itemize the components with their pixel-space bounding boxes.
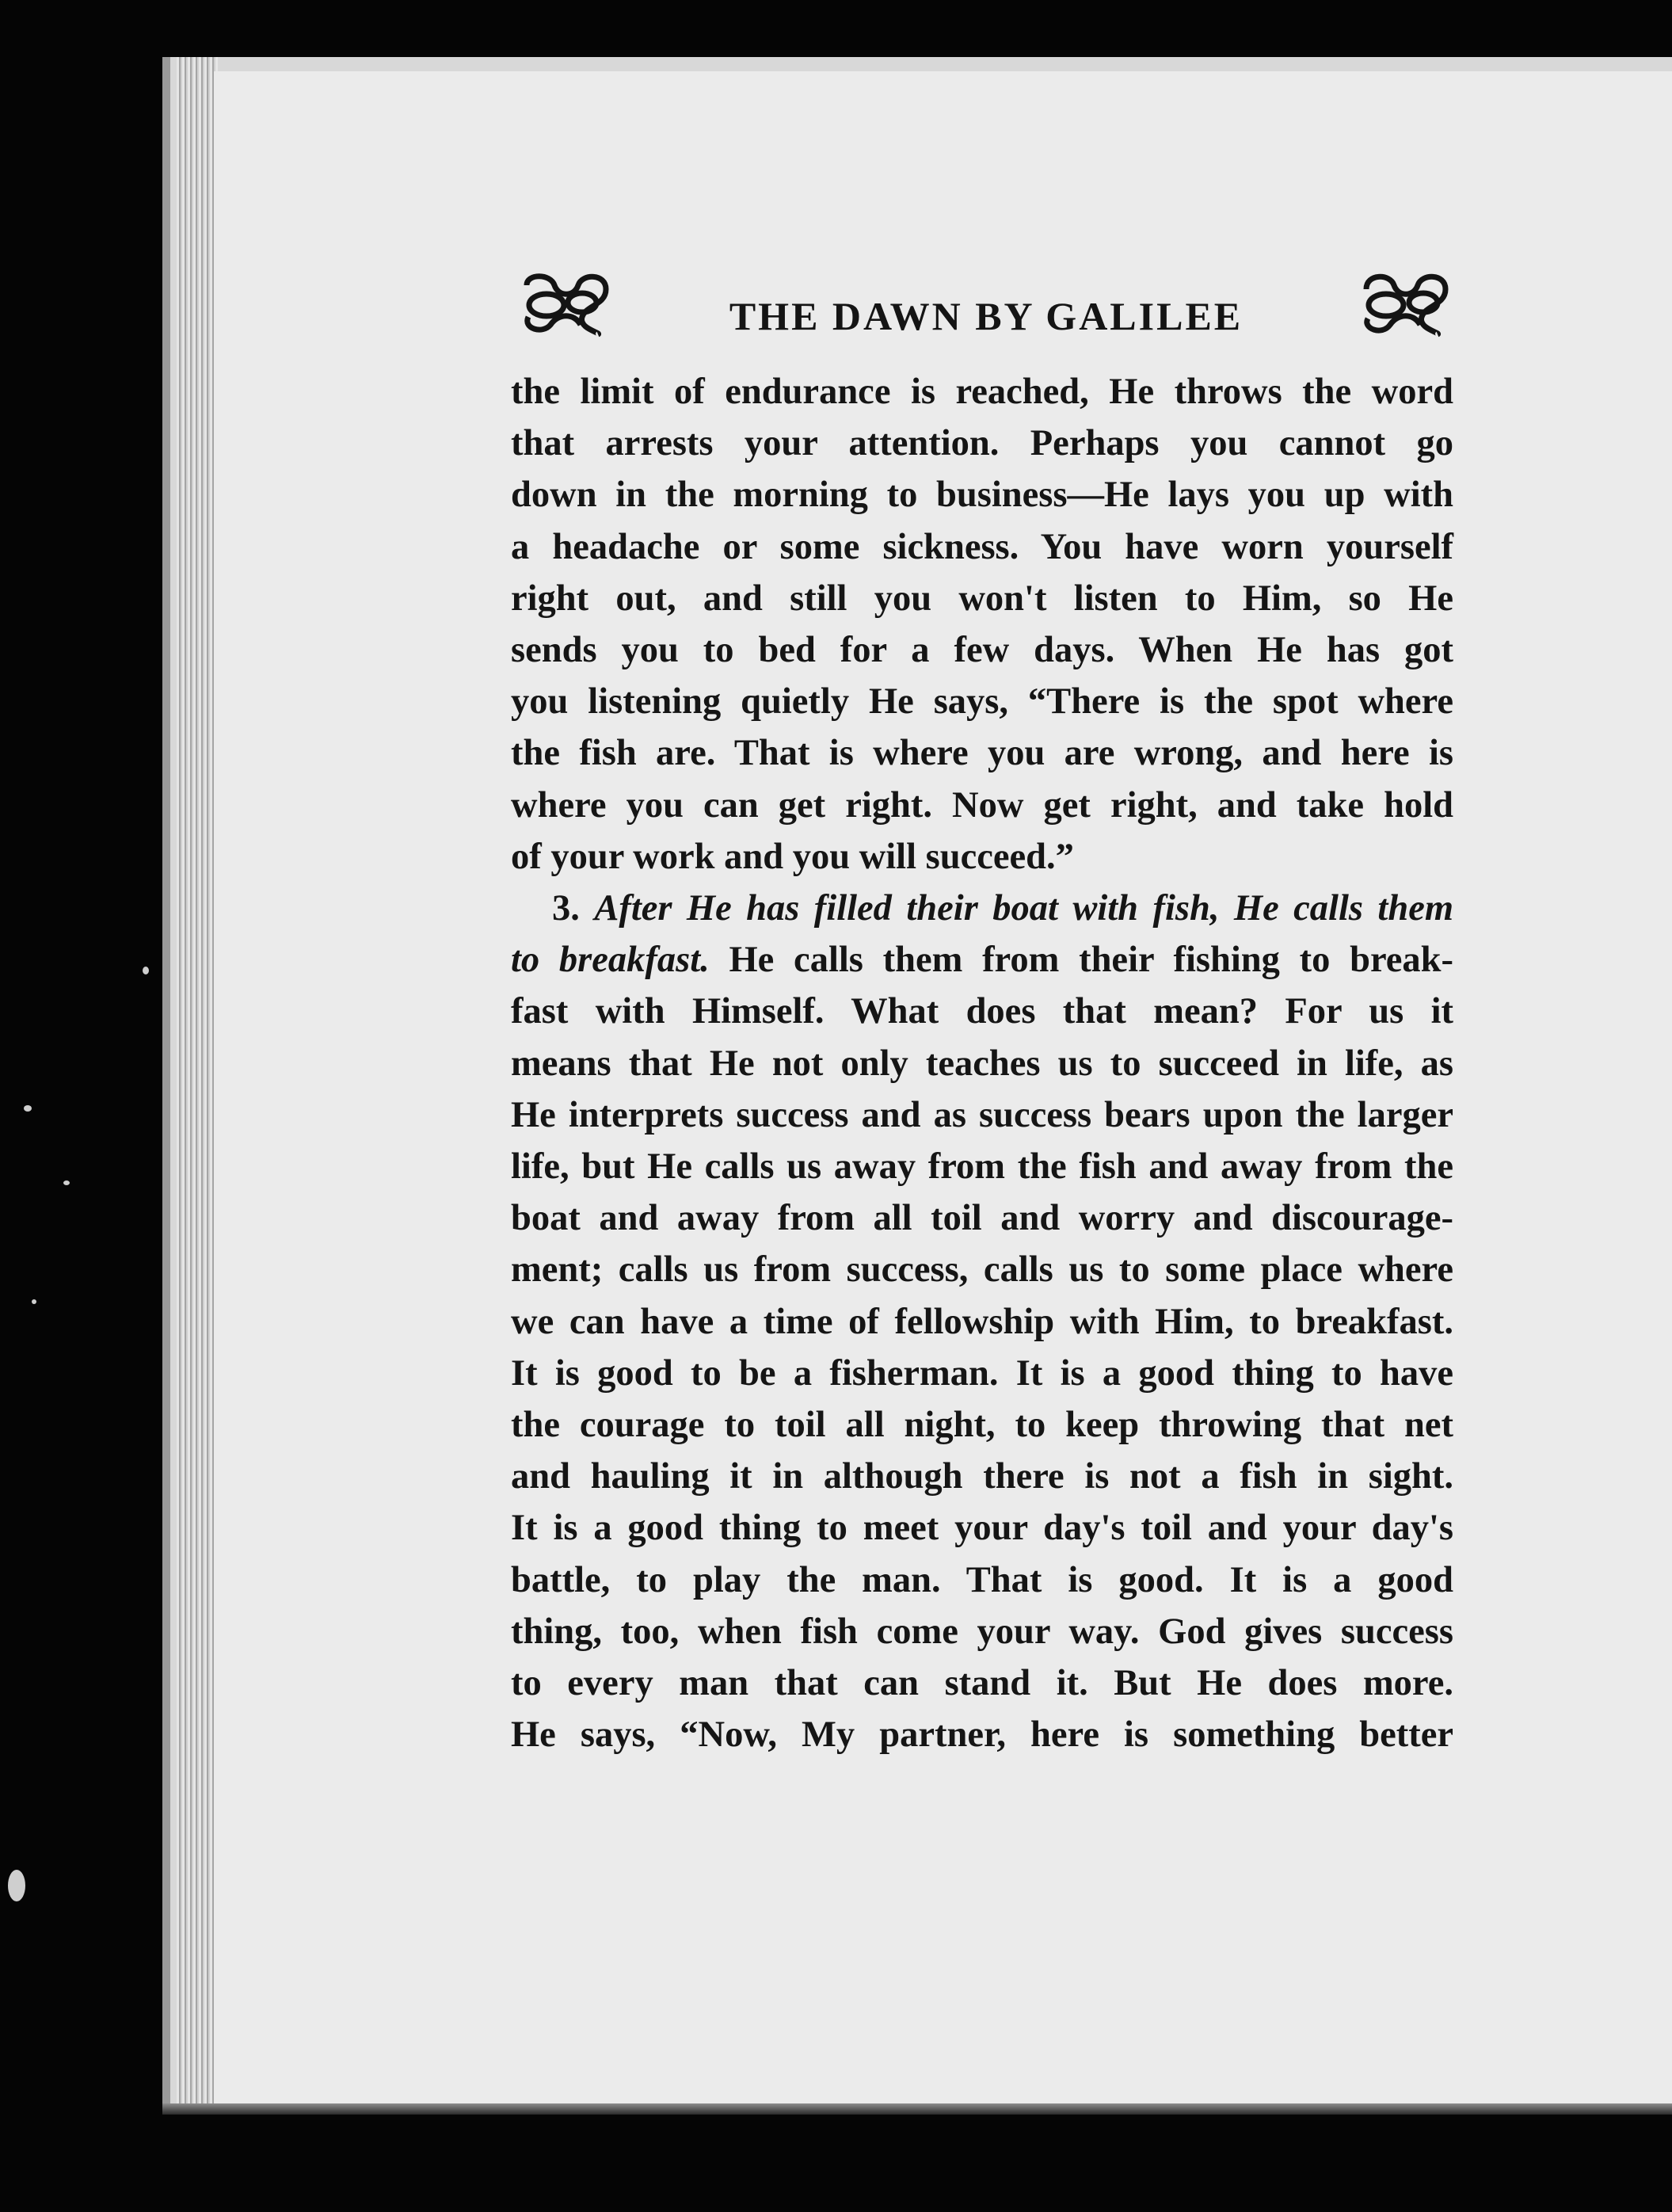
text-line: fast with Himself. What does that mean? For us it: [511, 991, 1453, 1032]
text-line: the courage to toil all night, to keep throwing that net: [511, 1405, 1453, 1446]
text-line: the limit of endurance is reached, He throws the word: [511, 372, 1453, 412]
book-bottom-edge: [162, 2103, 1672, 2115]
text-line: of your work and you will succeed.”: [511, 836, 1074, 877]
point-3-heading-line: [511, 883, 1453, 934]
text-line: the fish are. That is where you are wrong, and here is: [511, 733, 1453, 774]
knot-ornament-icon: [1358, 269, 1453, 338]
text-line: where you can get right. Now get right, and take hold: [511, 784, 1453, 826]
text-line: sends you to bed for a few days. When He has got: [511, 630, 1453, 671]
dust-speck: [32, 1299, 36, 1304]
text-line: He interprets success and as success bears upon the larger: [511, 1094, 1453, 1135]
text-line: battle, to play the man. That is good. It is a good: [511, 1559, 1453, 1600]
text-line: He says, “Now, My partner, here is something better: [511, 1714, 1453, 1756]
text-line: ment; calls us from success, calls us to some place where: [511, 1249, 1453, 1291]
text-fragment: He calls them from their fishing to break-: [729, 940, 1454, 981]
text-line: we can have a time of fellowship with Him, to breakfast.: [511, 1301, 1453, 1342]
text-line: a headache or some sickness. You have worn yourself: [511, 526, 1453, 567]
page-body-text: [511, 366, 1453, 1760]
point-3-heading-line-2: [511, 934, 1453, 986]
running-title: THE DAWN BY GALILEE: [729, 294, 1244, 338]
text-line: means that He not only teaches us to succeed in life, as: [511, 1043, 1453, 1084]
text-line: that arrests your attention. Perhaps you cannot go: [511, 423, 1453, 464]
text-line: to every man that can stand it. But He does more.: [511, 1663, 1453, 1704]
text-line: It is a good thing to meet your day's toil and your day's: [511, 1508, 1453, 1549]
text-line: you listening quietly He says, “There is the spot where: [511, 681, 1453, 723]
point-heading-italic: After He has filled their boat with fish, He calls them: [594, 888, 1453, 929]
text-line: boat and away from all toil and worry and discourage-: [511, 1198, 1453, 1239]
text-line: It is good to be a fisherman. It is a good thing to have: [511, 1352, 1453, 1394]
text-line: down in the morning to business—He lays you up with: [511, 475, 1453, 516]
dust-speck: [143, 967, 149, 974]
point-number: 3.: [552, 888, 580, 929]
text-line: and hauling it in although there is not a fish in sight.: [511, 1456, 1453, 1497]
text-line: life, but He calls us away from the fish and away from the: [511, 1146, 1453, 1188]
point-heading-italic: to breakfast.: [511, 940, 710, 981]
dust-speck: [8, 1870, 25, 1901]
text-line: right out, and still you won't listen to Him, so He: [511, 578, 1453, 619]
dust-speck: [24, 1105, 32, 1112]
text-line: thing, too, when fish come your way. God gives success: [511, 1611, 1453, 1652]
dust-speck: [63, 1180, 70, 1185]
running-header: [519, 261, 1453, 357]
